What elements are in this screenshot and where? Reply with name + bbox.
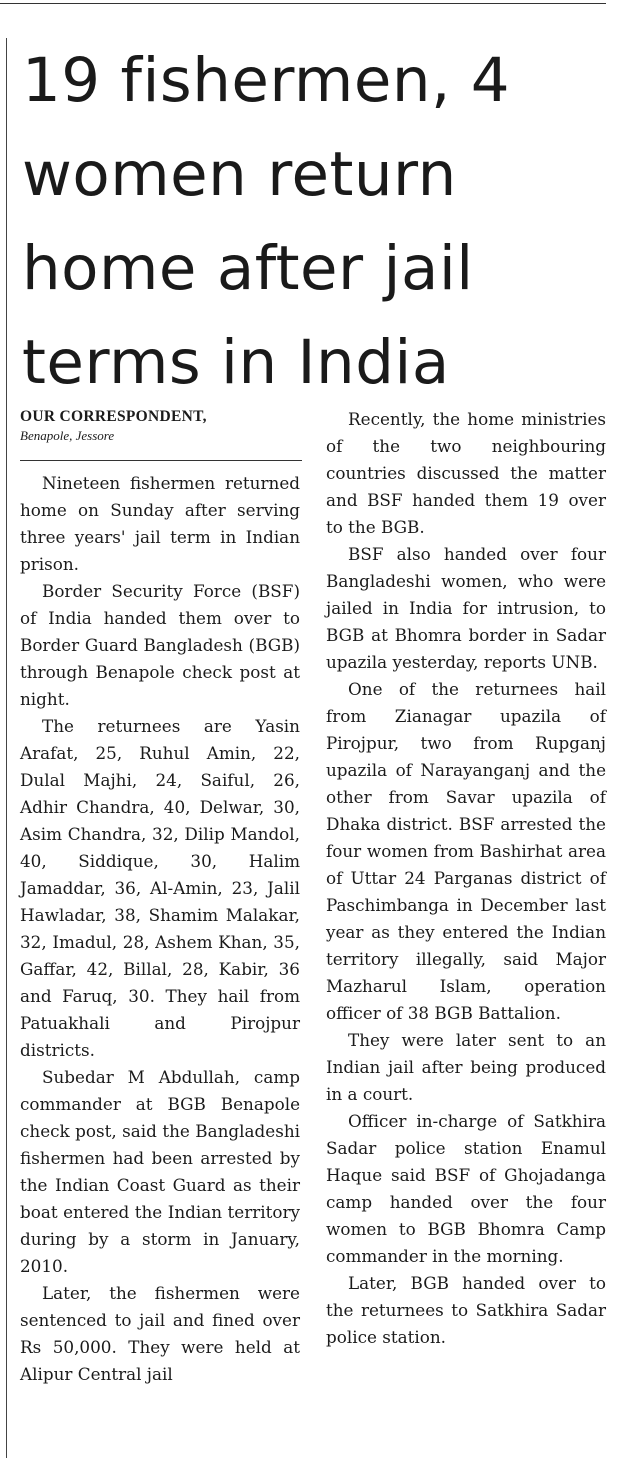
paragraph: Later, the fishermen were sentenced to jail and fined over Rs 50,000. They were held at Alipur Central jail bbox=[20, 1283, 300, 1384]
paragraph: They were later sent to an Indian jail after being produced in a court. bbox=[326, 1030, 606, 1104]
byline bbox=[20, 408, 310, 444]
article-column-1 bbox=[20, 470, 300, 1388]
paragraph: Border Security Force (BSF) of India handed them over to Border Guard Bangladesh (BGB) through Benapole check post at night. bbox=[20, 581, 300, 709]
paragraph: One of the returnees hail from Zianagar upazila of Pirojpur, two from Rupganj upazila of Narayanganj and the other from Savar upazila of Dhaka district. BSF arrested the four women from Bashirhat area of Uttar 24 Parganas district of Paschimbanga in December last year as they entered the Indian territory illegally, said Major Mazharul Islam, operation officer of 38 BGB Battalion. bbox=[326, 679, 606, 1023]
paragraph: Recently, the home ministries of the two neighbouring countries discussed the matter and BSF handed them 19 over to the BGB. bbox=[326, 409, 606, 537]
paragraph: The returnees are Yasin Arafat, 25, Ruhul Amin, 22, Dulal Majhi, 24, Saiful, 26, Adhir Chandra, 40, Delwar, 30, Asim Chandra, 32, Dilip Mandol, 40, Siddique, 30, Halim Jamaddar, 36, Al-Amin, 23, Jalil Hawladar, 38, Shamim Malakar, 32, Imadul, 28, Ashem Khan, 35, Gaffar, 42, Billal, 28, Kabir, 36 and Faruq, 30. They hail from Patuakhali and Pirojpur districts. bbox=[20, 716, 300, 1060]
top-rule bbox=[0, 3, 606, 4]
article-column-2 bbox=[326, 406, 606, 1351]
left-column-rule bbox=[6, 38, 7, 1458]
headline: 19 fishermen, 4 women return home after jail terms in India bbox=[22, 45, 511, 398]
paragraph: Nineteen fishermen returned home on Sunday after serving three years' jail term in Indian prison. bbox=[20, 473, 300, 574]
paragraph: BSF also handed over four Bangladeshi women, who were jailed in India for intrusion, to BGB at Bhomra border in Sadar upazila yesterday, reports UNB. bbox=[326, 544, 606, 672]
paragraph: Later, BGB handed over to the returnees to Satkhira Sadar police station. bbox=[326, 1273, 606, 1347]
paragraph: Subedar M Abdullah, camp commander at BGB Benapole check post, said the Bangladeshi fishermen had been arrested by the Indian Coast Guard as their boat entered the Indian territory during by a storm in January, 2010. bbox=[20, 1067, 300, 1276]
byline-place: Benapole, Jessore bbox=[20, 428, 115, 443]
paragraph: Officer in-charge of Satkhira Sadar police station Enamul Haque said BSF of Ghojadanga camp handed over the four women to BGB Bhomra Camp commander in the morning. bbox=[326, 1111, 606, 1266]
byline-name: OUR CORRESPONDENT, bbox=[20, 408, 207, 425]
byline-rule bbox=[20, 460, 302, 461]
